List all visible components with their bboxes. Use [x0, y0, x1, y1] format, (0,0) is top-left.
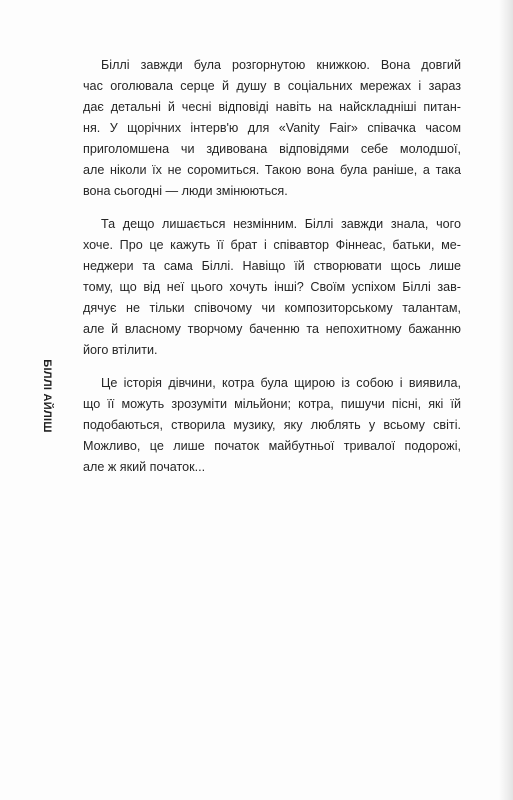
text-line: але ж який початок...: [83, 460, 206, 474]
text-line: Та дещо лишається незмінним. Біллі завжди знала, чого: [101, 217, 461, 231]
running-head-vertical: [40, 350, 54, 442]
text-line: вона сьогодні — люди змінюються.: [83, 184, 288, 198]
text-line: тому, що від неї цього хочуть інші? Своїм успіхом Біллі зав-: [83, 280, 461, 294]
text-line: дає детальні й чесні відповіді навіть на найскладніші питан-: [83, 100, 461, 114]
text-line: його втілити.: [83, 343, 158, 357]
paragraph-1: [83, 55, 461, 202]
text-line: Можливо, це лише початок майбутньої тривалої подорожі,: [83, 439, 461, 453]
text-line: дячує не тільки співочому чи композиторському талантам,: [83, 301, 461, 315]
text-line: ня. У щорічних інтерв'ю для «Vanity Fair» співачка часом: [83, 121, 461, 135]
text-line: але ніколи їх не соромиться. Такою вона була раніше, а така: [83, 163, 461, 177]
text-line: хоче. Про це кажуть її брат і співавтор Фіннеас, батьки, ме-: [83, 238, 461, 252]
text-line: подобаються, створила музику, яку люблять у всьому світі.: [83, 418, 461, 432]
text-line: але й власному творчому баченню та непохитному бажанню: [83, 322, 461, 336]
text-line: Це історія дівчини, котра була щирою із собою і виявила,: [101, 376, 461, 390]
page-fold-shadow: [499, 0, 513, 800]
paragraph-3: [83, 373, 461, 478]
body-text: [83, 55, 461, 490]
text-line: Біллі завжди була розгорнутою книжкою. Вона довгий: [101, 58, 461, 72]
text-line: приголомшена чи здивована відповідями себе молодшої,: [83, 142, 461, 156]
text-line: що її можуть зрозуміти мільйони; котра, пишучи пісні, які їй: [83, 397, 461, 411]
text-line: час оголювала серце й душу в соціальних мережах і зараз: [83, 79, 461, 93]
paragraph-2: [83, 214, 461, 361]
running-head-text: БІЛЛІ АЙЛІШ: [41, 359, 53, 433]
text-line: неджери та сама Біллі. Навіщо їй створювати щось лише: [83, 259, 461, 273]
